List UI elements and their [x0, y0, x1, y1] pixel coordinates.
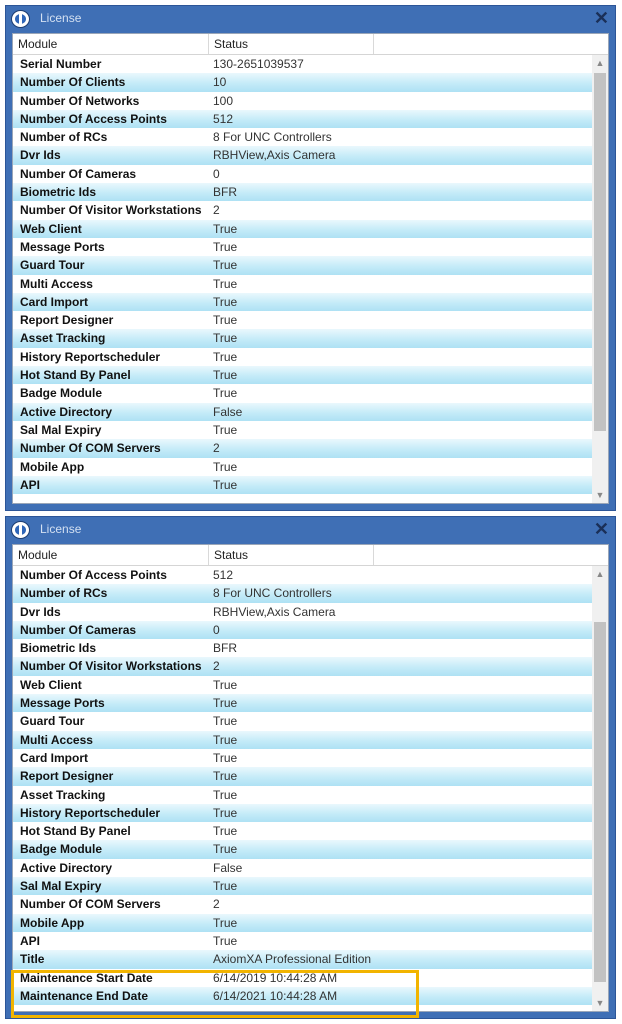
module-cell: Number of RCs	[20, 586, 108, 601]
status-cell: True	[213, 221, 238, 236]
module-cell: Sal Mal Expiry	[20, 879, 102, 894]
status-cell: 512	[213, 111, 234, 126]
module-cell: Guard Tour	[20, 258, 85, 273]
table-row[interactable]	[13, 840, 592, 858]
column-header-module[interactable]: Module	[13, 545, 209, 565]
table-row[interactable]	[13, 275, 592, 293]
table-row[interactable]	[13, 584, 592, 602]
status-cell: 8 For UNC Controllers	[213, 130, 332, 145]
license-grid	[12, 33, 609, 504]
table-row[interactable]	[13, 348, 592, 366]
module-cell: Sal Mal Expiry	[20, 422, 102, 437]
table-row[interactable]	[13, 786, 592, 804]
table-row[interactable]	[13, 603, 592, 621]
status-cell: True	[213, 732, 238, 747]
grid-rows	[13, 55, 592, 503]
status-cell: AxiomXA Professional Edition	[213, 952, 372, 967]
status-cell: True	[213, 386, 238, 401]
window-title: License	[40, 11, 82, 25]
title-bar[interactable]	[6, 6, 615, 32]
module-cell: History Reportscheduler	[20, 805, 161, 820]
module-cell: Maintenance Start Date	[20, 970, 153, 985]
module-cell: Multi Access	[20, 276, 93, 291]
status-cell: BFR	[213, 641, 237, 656]
window-title: License	[40, 522, 82, 536]
module-cell: Report Designer	[20, 313, 114, 328]
status-cell: True	[213, 276, 238, 291]
table-row[interactable]	[13, 804, 592, 822]
status-cell: True	[213, 750, 238, 765]
table-row[interactable]	[13, 256, 592, 274]
table-row[interactable]	[13, 731, 592, 749]
module-cell: Guard Tour	[20, 714, 85, 729]
table-row[interactable]	[13, 657, 592, 675]
module-cell: Number Of COM Servers	[20, 897, 161, 912]
status-cell: True	[213, 422, 238, 437]
license-window-top	[5, 5, 616, 511]
status-cell: 0	[213, 166, 220, 181]
module-cell: Card Import	[20, 750, 89, 765]
scroll-up-arrow-icon[interactable]: ▲	[595, 58, 605, 68]
table-row[interactable]	[13, 366, 592, 384]
status-cell: True	[213, 294, 238, 309]
module-cell: Card Import	[20, 294, 89, 309]
table-row[interactable]	[13, 476, 592, 494]
grid-header	[13, 545, 608, 566]
status-cell: BFR	[213, 185, 237, 200]
table-row[interactable]	[13, 165, 592, 183]
module-cell: Serial Number	[20, 57, 102, 71]
table-row[interactable]	[13, 92, 592, 110]
status-cell: True	[213, 915, 238, 930]
status-cell: True	[213, 477, 238, 492]
table-row[interactable]	[13, 329, 592, 347]
module-cell: Mobile App	[20, 459, 85, 474]
module-cell: Number Of Cameras	[20, 166, 137, 181]
license-app-icon	[11, 10, 30, 28]
module-cell: Number of RCs	[20, 130, 108, 145]
module-cell: Multi Access	[20, 732, 93, 747]
table-row[interactable]	[13, 932, 592, 950]
status-cell: True	[213, 842, 238, 857]
status-cell: 512	[213, 568, 234, 582]
status-cell: 100	[213, 93, 234, 108]
status-cell: RBHView,Axis Camera	[213, 148, 336, 163]
status-cell: 2	[213, 203, 220, 218]
status-cell: 10	[213, 75, 227, 90]
license-window-bottom	[5, 516, 616, 1019]
module-cell: Asset Tracking	[20, 331, 106, 346]
status-cell: RBHView,Axis Camera	[213, 604, 336, 619]
title-bar[interactable]	[6, 517, 615, 543]
table-row[interactable]	[13, 183, 592, 201]
table-row[interactable]	[13, 201, 592, 219]
column-header-status[interactable]: Status	[209, 34, 374, 54]
status-cell: True	[213, 933, 238, 948]
module-cell: Number Of COM Servers	[20, 441, 161, 456]
module-cell: Message Ports	[20, 239, 105, 254]
module-cell: Hot Stand By Panel	[20, 368, 131, 383]
table-row[interactable]	[13, 146, 592, 164]
module-cell: Message Ports	[20, 696, 105, 711]
scrollbar-thumb[interactable]	[594, 622, 606, 982]
status-cell: True	[213, 331, 238, 346]
table-row[interactable]	[13, 859, 592, 877]
table-row[interactable]	[13, 458, 592, 476]
module-cell: Hot Stand By Panel	[20, 824, 131, 839]
module-cell: API	[20, 477, 41, 492]
scroll-up-arrow-icon[interactable]: ▲	[595, 569, 605, 579]
status-cell: True	[213, 239, 238, 254]
scroll-down-arrow-icon[interactable]: ▼	[595, 998, 605, 1008]
module-cell: Web Client	[20, 677, 82, 692]
table-row[interactable]	[13, 311, 592, 329]
module-cell: Number Of Access Points	[20, 111, 167, 126]
module-cell: History Reportscheduler	[20, 349, 161, 364]
table-row[interactable]	[13, 767, 592, 785]
module-cell: Mobile App	[20, 915, 85, 930]
module-cell: Number Of Visitor Workstations	[20, 203, 202, 218]
status-cell: 2	[213, 897, 220, 912]
license-grid	[12, 544, 609, 1012]
status-cell: True	[213, 349, 238, 364]
status-cell: True	[213, 368, 238, 383]
module-cell: Dvr Ids	[20, 604, 61, 619]
status-cell: True	[213, 459, 238, 474]
vertical-scrollbar[interactable]	[592, 55, 608, 503]
scrollbar-thumb[interactable]	[594, 73, 606, 431]
status-cell: True	[213, 824, 238, 839]
status-cell: True	[213, 313, 238, 328]
module-cell: Number Of Access Points	[20, 568, 167, 582]
table-row[interactable]	[13, 421, 592, 439]
close-icon[interactable]: ✕	[593, 519, 609, 539]
table-row[interactable]	[13, 676, 592, 694]
status-cell: 2	[213, 659, 220, 674]
license-app-icon	[11, 521, 30, 539]
module-cell: Asset Tracking	[20, 787, 106, 802]
module-cell: Maintenance End Date	[20, 988, 149, 1003]
table-row[interactable]	[13, 822, 592, 840]
table-row[interactable]	[13, 639, 592, 657]
module-cell: Title	[20, 952, 45, 967]
grid-header	[13, 34, 608, 55]
table-row[interactable]	[13, 694, 592, 712]
table-row[interactable]	[13, 950, 592, 968]
status-cell: True	[213, 696, 238, 711]
module-cell: Report Designer	[20, 769, 114, 784]
table-row[interactable]	[13, 403, 592, 421]
status-cell: False	[213, 404, 243, 419]
table-row[interactable]	[13, 73, 592, 91]
table-row[interactable]	[13, 439, 592, 457]
column-header-module[interactable]: Module	[13, 34, 209, 54]
module-cell: Web Client	[20, 221, 82, 236]
vertical-scrollbar[interactable]	[592, 566, 608, 1011]
module-cell: Biometric Ids	[20, 185, 97, 200]
module-cell: Active Directory	[20, 404, 113, 419]
status-cell: True	[213, 677, 238, 692]
module-cell: Number Of Clients	[20, 75, 126, 90]
table-row[interactable]	[13, 712, 592, 730]
table-row[interactable]	[13, 293, 592, 311]
module-cell: Number Of Cameras	[20, 622, 137, 637]
status-cell: True	[213, 769, 238, 784]
status-cell: 8 For UNC Controllers	[213, 586, 332, 601]
grid-rows	[13, 566, 592, 1011]
status-cell: 6/14/2021 10:44:28 AM	[213, 988, 338, 1003]
status-cell: 130-2651039537	[213, 57, 304, 71]
status-cell: 0	[213, 622, 220, 637]
module-cell: Badge Module	[20, 386, 103, 401]
status-cell: 2	[213, 441, 220, 456]
status-cell: True	[213, 714, 238, 729]
status-cell: True	[213, 787, 238, 802]
column-header-status[interactable]: Status	[209, 545, 374, 565]
status-cell: True	[213, 805, 238, 820]
table-row[interactable]	[13, 749, 592, 767]
table-row[interactable]	[13, 110, 592, 128]
table-row[interactable]	[13, 895, 592, 913]
table-row[interactable]	[13, 55, 592, 73]
table-row[interactable]	[13, 877, 592, 895]
module-cell: API	[20, 933, 41, 948]
status-cell: 6/14/2019 10:44:28 AM	[213, 970, 338, 985]
module-cell: Number Of Networks	[20, 93, 140, 108]
table-row[interactable]	[13, 220, 592, 238]
table-row[interactable]	[13, 914, 592, 932]
status-cell: False	[213, 860, 243, 875]
module-cell: Dvr Ids	[20, 148, 61, 163]
table-row[interactable]	[13, 566, 592, 584]
status-cell: True	[213, 879, 238, 894]
scroll-down-arrow-icon[interactable]: ▼	[595, 490, 605, 500]
module-cell: Number Of Visitor Workstations	[20, 659, 202, 674]
table-row[interactable]	[13, 238, 592, 256]
close-icon[interactable]: ✕	[593, 8, 609, 28]
table-row[interactable]	[13, 987, 592, 1005]
module-cell: Active Directory	[20, 860, 113, 875]
module-cell: Badge Module	[20, 842, 103, 857]
module-cell: Biometric Ids	[20, 641, 97, 656]
table-row[interactable]	[13, 969, 592, 987]
table-row[interactable]	[13, 128, 592, 146]
table-row[interactable]	[13, 384, 592, 402]
table-row[interactable]	[13, 621, 592, 639]
status-cell: True	[213, 258, 238, 273]
